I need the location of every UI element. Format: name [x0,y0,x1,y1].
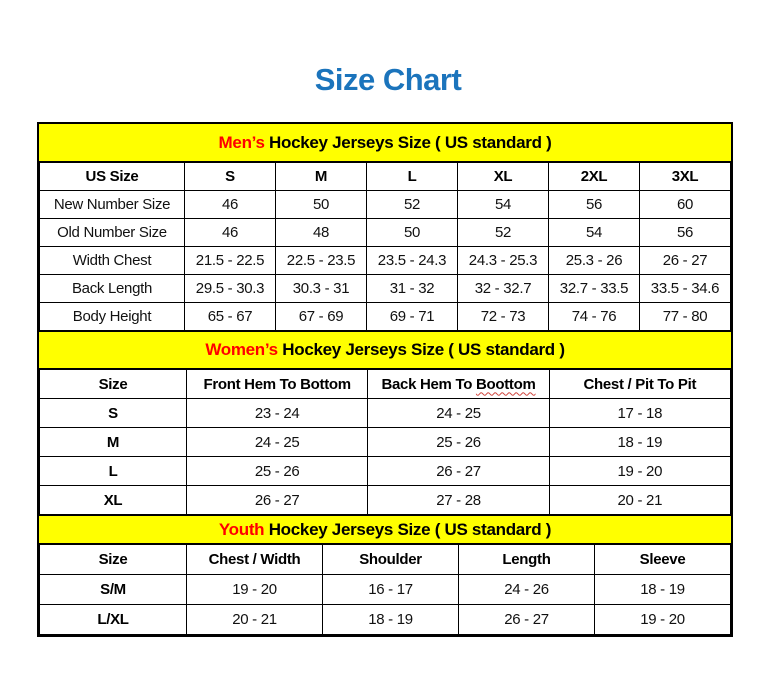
table-cell: 26 - 27 [640,247,731,275]
youth-section-band [39,515,731,544]
row-label: Old Number Size [40,219,185,247]
band-highlight: Women’s [205,340,278,359]
table-row [40,303,731,331]
band-highlight: Men’s [218,132,265,152]
column-header: L [367,163,458,191]
table-cell: 50 [276,191,367,219]
table-cell: 54 [458,191,549,219]
row-label: L/XL [40,605,187,635]
header-text: Back Hem To [381,375,476,393]
table-row [40,575,731,605]
table-cell: 20 - 21 [549,486,730,515]
band-text: Hockey Jerseys Size ( US standard ) [264,519,552,539]
band-text: Hockey Jerseys Size ( US standard ) [264,132,552,152]
table-row [40,399,731,428]
table-cell: 67 - 69 [276,303,367,331]
row-label: S [40,399,187,428]
table-cell: 27 - 28 [368,486,549,515]
section-womens [39,331,731,515]
table-cell: 25.3 - 26 [549,247,640,275]
table-cell: 30.3 - 31 [276,275,367,303]
table-cell: 22.5 - 23.5 [276,247,367,275]
table-cell: 24 - 26 [459,575,595,605]
column-header: Length [459,545,595,575]
table-cell: 19 - 20 [549,457,730,486]
table-cell: 25 - 26 [368,428,549,457]
table-cell: 32.7 - 33.5 [549,275,640,303]
table-cell: 50 [367,219,458,247]
column-header: Shoulder [323,545,459,575]
band-text: Hockey Jerseys Size ( US standard ) [277,340,565,359]
column-header: Front Hem To Bottom [187,370,368,399]
column-header: S [185,163,276,191]
table-cell: 19 - 20 [595,605,731,635]
table-cell: 48 [276,219,367,247]
youth-table [39,544,731,635]
table-cell: 29.5 - 30.3 [185,275,276,303]
table-cell: 26 - 27 [459,605,595,635]
table-cell: 46 [185,219,276,247]
column-header: Chest / Width [187,545,323,575]
table-cell: 18 - 19 [323,605,459,635]
table-cell: 32 - 32.7 [458,275,549,303]
column-header: Size [40,545,187,575]
table-cell: 16 - 17 [323,575,459,605]
table-cell: 26 - 27 [187,486,368,515]
table-cell: 77 - 80 [640,303,731,331]
table-row [40,247,731,275]
table-cell: 18 - 19 [595,575,731,605]
table-cell: 31 - 32 [367,275,458,303]
row-label: XL [40,486,187,515]
table-row [40,191,731,219]
row-label: S/M [40,575,187,605]
page-title: Size Chart [314,62,462,97]
row-label: Body Height [40,303,185,331]
row-label: Width Chest [40,247,185,275]
header-row [40,163,731,191]
size-chart [37,122,733,637]
column-header: 2XL [549,163,640,191]
table-cell: 25 - 26 [187,457,368,486]
row-label: New Number Size [40,191,185,219]
table-cell: 18 - 19 [549,428,730,457]
column-header [368,370,549,399]
table-cell: 56 [640,219,731,247]
table-cell: 21.5 - 22.5 [185,247,276,275]
table-row [40,219,731,247]
table-row [40,457,731,486]
womens-table [39,369,731,515]
table-cell: 24 - 25 [187,428,368,457]
table-cell: 23 - 24 [187,399,368,428]
column-header: 3XL [640,163,731,191]
table-cell: 19 - 20 [187,575,323,605]
row-label: L [40,457,187,486]
table-cell: 52 [458,219,549,247]
column-header: Size [40,370,187,399]
womens-section-band [39,331,731,369]
table-row [40,605,731,635]
row-label: Back Length [40,275,185,303]
table-cell: 24 - 25 [368,399,549,428]
column-header: Chest / Pit To Pit [549,370,730,399]
mens-section-band [39,124,731,162]
table-cell: 54 [549,219,640,247]
mens-table [39,162,731,331]
table-cell: 69 - 71 [367,303,458,331]
section-youth [39,515,731,635]
column-header: M [276,163,367,191]
table-cell: 26 - 27 [368,457,549,486]
column-header: XL [458,163,549,191]
row-label: M [40,428,187,457]
table-cell: 72 - 73 [458,303,549,331]
table-cell: 20 - 21 [187,605,323,635]
column-header: US Size [40,163,185,191]
table-cell: 65 - 67 [185,303,276,331]
column-header: Sleeve [595,545,731,575]
header-row [40,370,731,399]
table-cell: 60 [640,191,731,219]
table-row [40,486,731,515]
table-cell: 17 - 18 [549,399,730,428]
table-cell: 24.3 - 25.3 [458,247,549,275]
band-highlight: Youth [218,519,265,539]
table-row [40,275,731,303]
table-cell: 46 [185,191,276,219]
header-row [40,545,731,575]
table-cell: 56 [549,191,640,219]
table-cell: 33.5 - 34.6 [640,275,731,303]
table-row [40,428,731,457]
table-cell: 23.5 - 24.3 [367,247,458,275]
table-cell: 74 - 76 [549,303,640,331]
misspelled-word: Boottom [475,375,536,393]
section-mens [39,124,731,331]
table-cell: 52 [367,191,458,219]
